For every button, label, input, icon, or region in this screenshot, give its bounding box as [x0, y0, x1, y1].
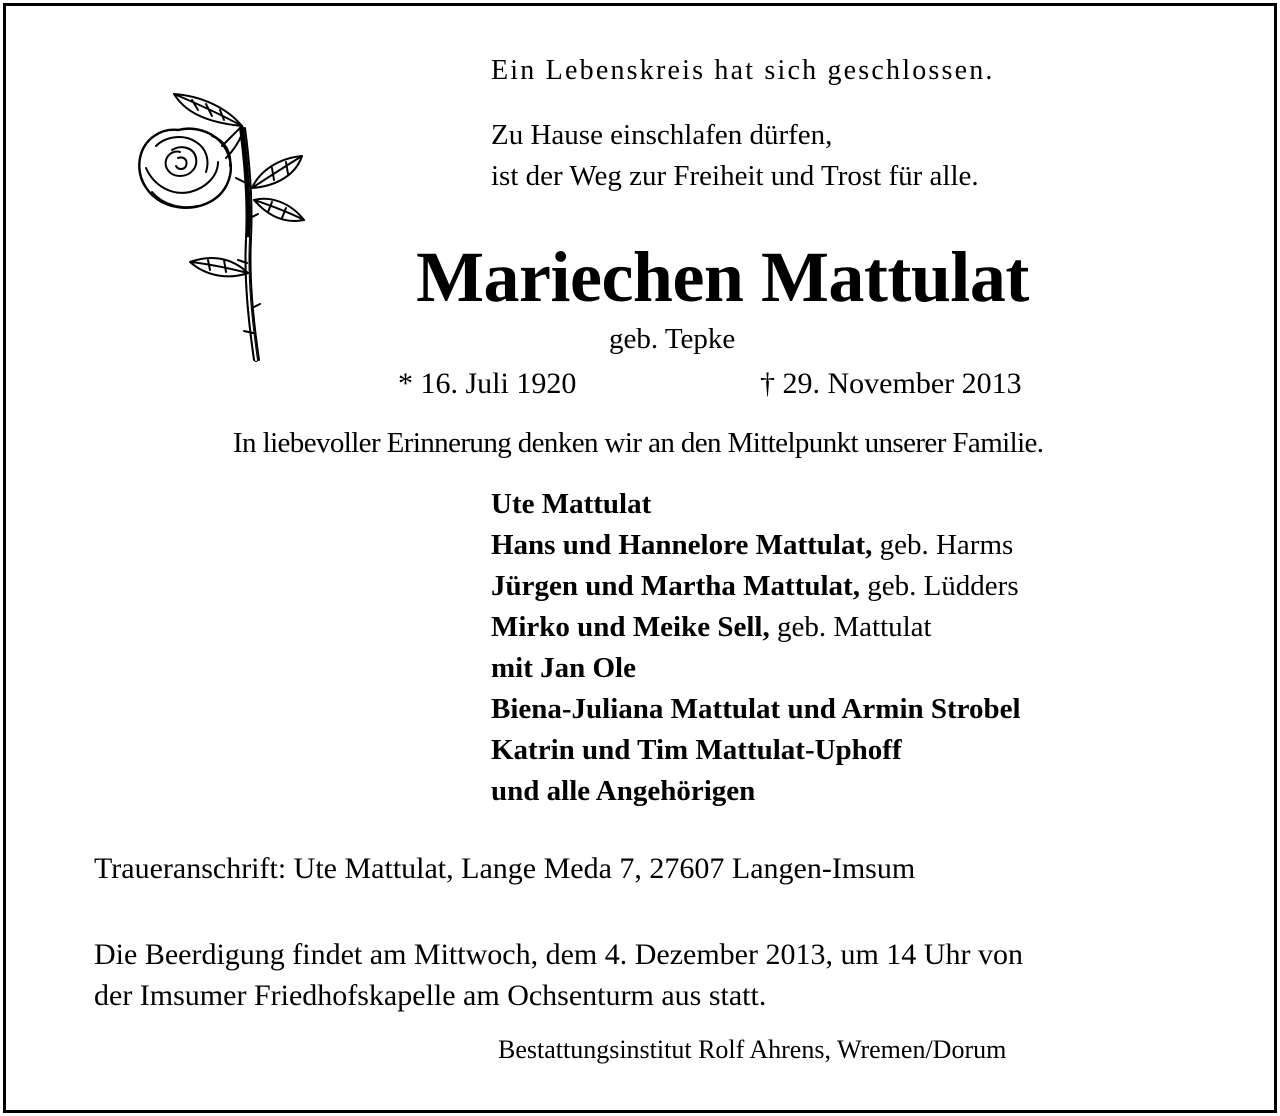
funeral-info — [94, 934, 1023, 1016]
mourner-names: mit Jan Ole — [491, 652, 636, 684]
mourner-note: geb. Mattulat — [769, 611, 932, 643]
birth-date: * 16. Juli 1920 — [398, 367, 577, 400]
mourner-row — [491, 607, 1021, 648]
mourner-row — [491, 484, 1021, 525]
deceased-name: Mariechen Mattulat — [416, 237, 1029, 317]
rose-icon — [132, 88, 310, 364]
mourner-row — [491, 648, 1021, 689]
mourner-names: Katrin und Tim Mattulat-Uphoff — [491, 734, 902, 766]
funeral-line: Die Beerdigung findet am Mittwoch, dem 4. Dezember 2013, um 14 Uhr von — [94, 938, 1023, 971]
mourner-row — [491, 730, 1021, 771]
mourner-names: Jürgen und Martha Mattulat, — [491, 570, 860, 602]
mourning-address: Traueranschrift: Ute Mattulat, Lange Meda 7, 27607 Langen-Imsum — [94, 852, 916, 885]
mourner-row — [491, 689, 1021, 730]
mourner-names: und alle Angehörigen — [491, 775, 756, 807]
motto: Ein Lebenskreis hat sich geschlossen. — [491, 55, 995, 86]
mourner-names: Ute Mattulat — [491, 488, 652, 520]
mourner-row — [491, 771, 1021, 812]
mourner-names: Mirko und Meike Sell, — [491, 611, 770, 643]
verse — [491, 115, 979, 197]
maiden-name: geb. Tepke — [609, 323, 736, 355]
verse-line: Zu Hause einschlafen dürfen, — [491, 119, 833, 151]
remembrance-line: In liebevoller Erinnerung denken wir an den Mittelpunkt unserer Familie. — [233, 427, 1044, 459]
mourner-names: Hans und Hannelore Mattulat, — [491, 529, 873, 561]
mourner-names: Biena-Juliana Mattulat und Armin Strobel — [491, 693, 1021, 725]
mourner-note: geb. Lüdders — [859, 570, 1019, 602]
mourners-list — [491, 484, 1021, 812]
mourner-row — [491, 566, 1021, 607]
funeral-line: der Imsumer Friedhofskapelle am Ochsenturm aus statt. — [94, 979, 767, 1012]
mourner-row — [491, 525, 1021, 566]
death-date: † 29. November 2013 — [760, 367, 1022, 400]
verse-line: ist der Weg zur Freiheit und Trost für alle. — [491, 160, 979, 192]
mourner-note: geb. Harms — [872, 529, 1014, 561]
undertaker: Bestattungsinstitut Rolf Ahrens, Wremen/Dorum — [498, 1035, 1007, 1064]
